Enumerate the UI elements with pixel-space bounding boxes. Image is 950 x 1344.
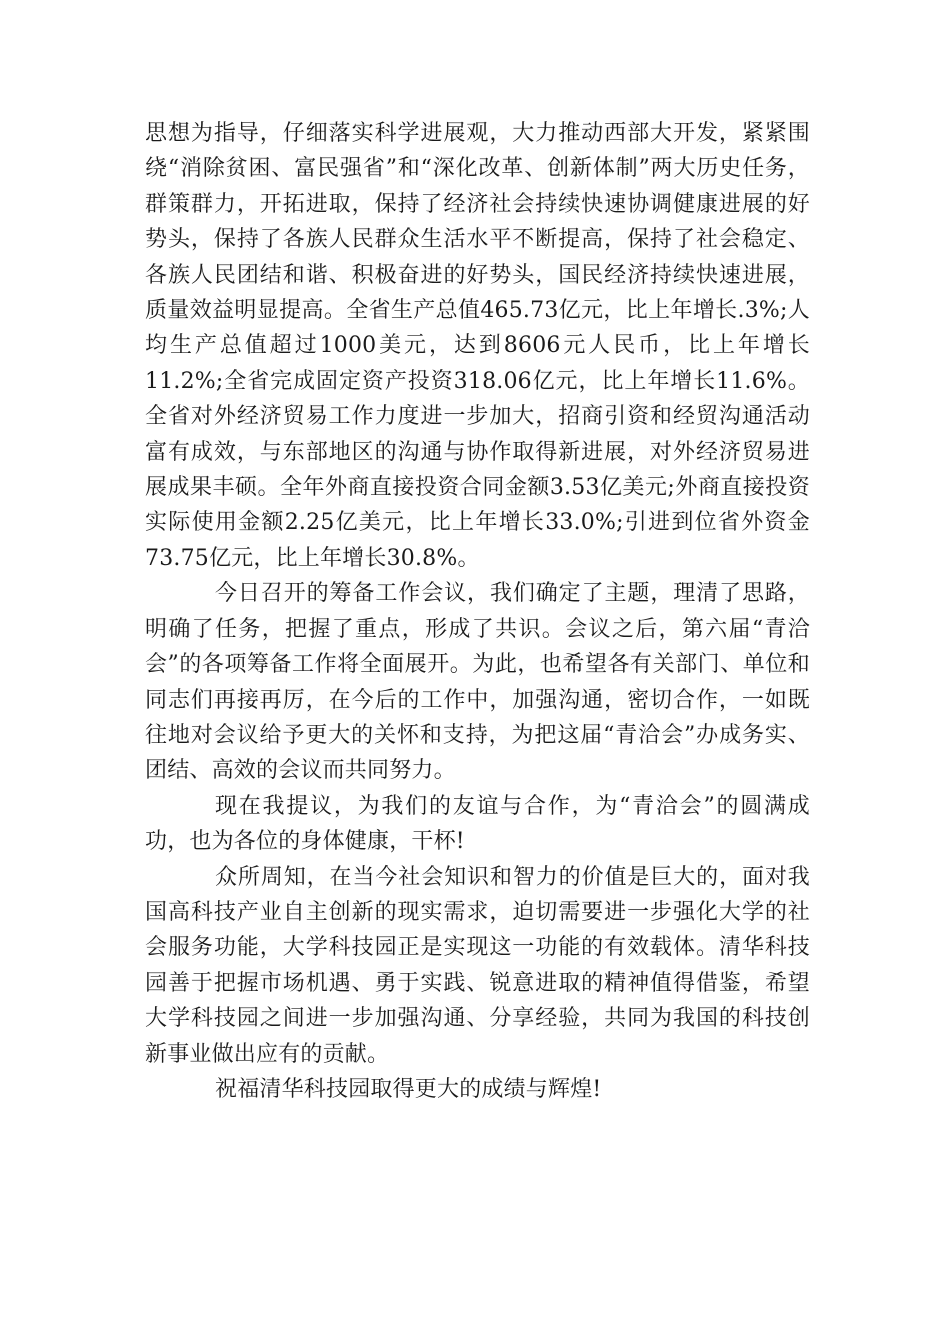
paragraph-preparatory-meeting: 今日召开的筹备工作会议，我们确定了主题，理清了思路，明确了任务，把握了重点，形成了共识。会议之后，第六届“青洽会”的各项筹备工作将全面展开。为此，也希望各有关部门、单位和同志们再接再厉，在今后的工作中，加强沟通，密切合作，一如既往地对会议给予更大的关怀和支持，为把这届“青洽会”办成务实、团结、高效的会议而共同努力。	[145, 581, 810, 784]
paragraph-science-park: 众所周知，在当今社会知识和智力的价值是巨大的，面对我国高科技产业自主创新的现实需求，迫切需要进一步强化大学的社会服务功能，大学科技园正是实现这一功能的有效载体。清华科技园善于把握市场机遇、勇于实践、锐意进取的精神值得借鉴，希望大学科技园之间进一步加强沟通、分享经验，共同为我国的科技创新事业做出应有的贡献。	[145, 864, 810, 1067]
paragraph-blessing: 祝福清华科技园取得更大的成绩与辉煌!	[215, 1076, 602, 1102]
paragraph-economic-summary: 思想为指导，仔细落实科学进展观，大力推动西部大开发，紧紧围绕“消除贫困、富民强省”和“深化改革、创新体制”两大历史任务，群策群力，开拓进取，保持了经济社会持续快速协调健康进展的好势头，保持了各族人民群众生活水平不断提高，保持了社会稳定、各族人民团结和谐、积极奋进的好势头，国民经济持续快速进展，质量效益明显提高。全省生产总值465.73亿元，比上年增长.3%;人均生产总值超过1000美元，达到8606元人民币，比上年增长11.2%;全省完成固定资产投资318.06亿元，比上年增长11.6%。全省对外经济贸易工作力度进一步加大，招商引资和经贸沟通活动富有成效，与东部地区的沟通与协作取得新进展，对外经济贸易进展成果丰硕。全年外商直接投资合同金额3.53亿美元;外商直接投资实际使用金额2.25亿美元，比上年增长33.0%;引进到位省外资金73.75亿元，比上年增长30.8%。	[145, 121, 810, 571]
paragraph-toast: 现在我提议，为我们的友谊与合作，为“青洽会”的圆满成功，也为各位的身体健康，干杯!	[145, 793, 810, 855]
document-body	[145, 116, 810, 1107]
